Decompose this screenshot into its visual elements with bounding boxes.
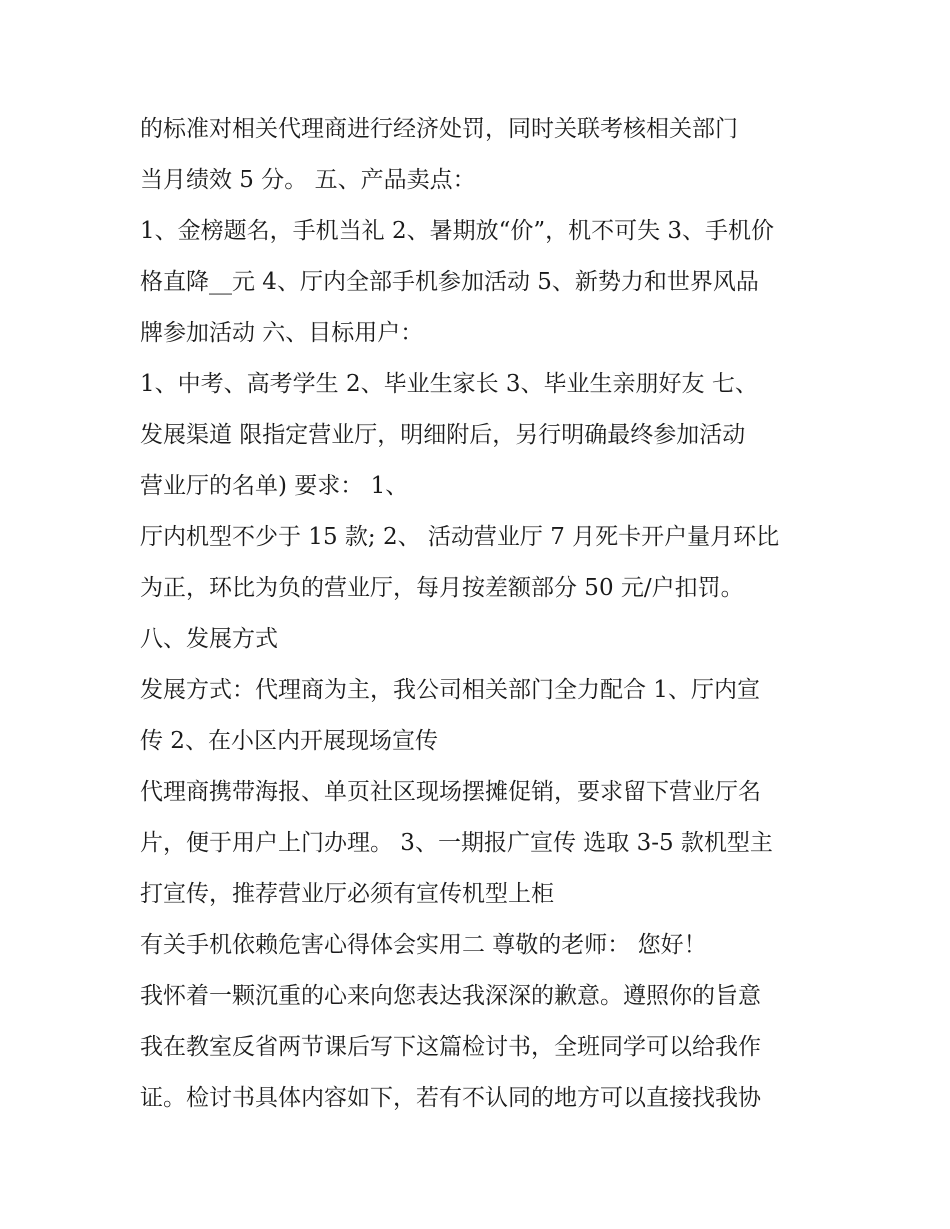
text-line-12: 发展方式：代理商为主，我公司相关部门全力配合 1、厅内宣 xyxy=(140,677,760,703)
text-line-9: 厅内机型不少于 15 款; 2、 活动营业厅 7 月死卡开户量月环比 xyxy=(140,524,780,550)
text-line-8: 营业厅的名单) 要求： 1、 xyxy=(140,473,409,499)
text-line-1: 的标准对相关代理商进行经济处罚，同时关联考核相关部门 xyxy=(140,116,738,142)
text-line-5: 牌参加活动 六、目标用户： xyxy=(140,320,424,346)
text-line-18: 我怀着一颗沉重的心来向您表达我深深的歉意。遵照你的旨意 xyxy=(140,983,761,1009)
text-line-13: 传 2、在小区内开展现场宣传 xyxy=(140,728,438,754)
text-line-20: 证。检讨书具体内容如下，若有不认同的地方可以直接找我协 xyxy=(140,1085,761,1111)
section-heading-8: 八、发展方式 xyxy=(140,626,278,652)
text-line-14: 代理商携带海报、单页社区现场摆摊促销，要求留下营业厅名 xyxy=(140,779,761,805)
text-line-15: 片，便于用户上门办理。 3、一期报广宣传 选取 3-5 款机型主 xyxy=(140,830,773,856)
document-body xyxy=(140,104,820,1124)
text-line-7: 发展渠道 限指定营业厅，明细附后，另行明确最终参加活动 xyxy=(140,422,746,448)
text-line-17: 有关手机依赖危害心得体会实用二 尊敬的老师： 您好！ xyxy=(140,932,707,958)
text-line-10: 为正，环比为负的营业厅，每月按差额部分 50 元/户扣罚。 xyxy=(140,575,744,601)
text-line-2: 当月绩效 5 分。 五、产品卖点： xyxy=(140,167,476,193)
text-line-6: 1、中考、高考学生 2、毕业生家长 3、毕业生亲朋好友 七、 xyxy=(140,371,758,397)
text-line-3: 1、金榜题名，手机当礼 2、暑期放“价”，机不可失 3、手机价 xyxy=(140,218,775,244)
text-line-16: 打宣传，推荐营业厅必须有宣传机型上柜 xyxy=(140,881,554,907)
text-line-19: 我在教室反省两节课后写下这篇检讨书，全班同学可以给我作 xyxy=(140,1034,761,1060)
text-line-4: 格直降__元 4、厅内全部手机参加活动 5、新势力和世界风品 xyxy=(140,269,759,295)
